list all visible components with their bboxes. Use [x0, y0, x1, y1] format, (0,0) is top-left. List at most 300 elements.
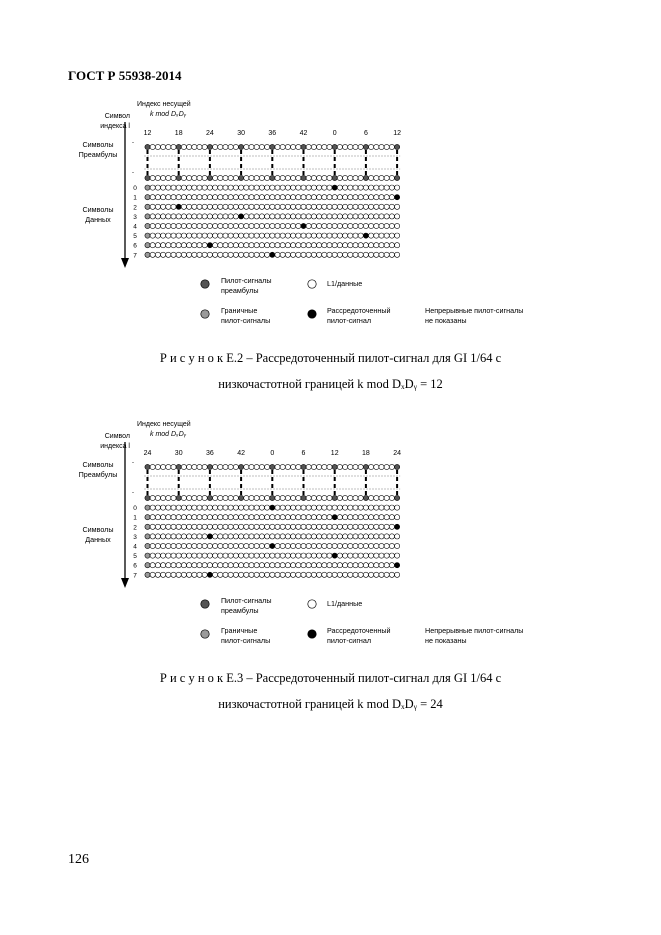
data-cell: [395, 252, 400, 257]
data-cell: [244, 534, 249, 539]
data-cell: [254, 495, 259, 500]
data-cell: [275, 214, 280, 219]
data-cell: [213, 505, 218, 510]
data-cell: [187, 195, 192, 200]
data-cell: [223, 524, 228, 529]
edge-pilot-cell: [145, 543, 150, 548]
data-cell: [155, 214, 160, 219]
data-cell: [192, 543, 197, 548]
data-cell: [181, 185, 186, 190]
data-cell: [197, 572, 202, 577]
data-cell: [155, 553, 160, 558]
row-label: 4: [133, 223, 137, 231]
data-cell: [327, 233, 332, 238]
data-cell: [301, 524, 306, 529]
data-cell: [265, 563, 270, 568]
data-cell: [181, 233, 186, 238]
data-cell: [181, 144, 186, 149]
data-cell: [187, 223, 192, 228]
data-cell: [171, 505, 176, 510]
data-cell: [389, 553, 394, 558]
data-cell: [395, 243, 400, 248]
data-cell: [249, 175, 254, 180]
data-cell: [389, 195, 394, 200]
data-cell: [332, 204, 337, 209]
data-cell: [395, 505, 400, 510]
data-cell: [155, 563, 160, 568]
data-cell: [301, 572, 306, 577]
data-cell: [171, 543, 176, 548]
data-cell: [150, 495, 155, 500]
carrier-label: 6: [301, 450, 306, 457]
data-cell: [285, 495, 290, 500]
preamble-pilot-cell: [145, 144, 150, 149]
data-cell: [306, 515, 311, 520]
data-cell: [296, 563, 301, 568]
data-cell: [166, 195, 171, 200]
data-cell: [379, 233, 384, 238]
data-cell: [213, 495, 218, 500]
data-cell: [395, 214, 400, 219]
data-cell: [202, 515, 207, 520]
preamble-symbols-label-2: Преамбулы: [78, 150, 118, 159]
data-cell: [270, 195, 275, 200]
data-cell: [374, 572, 379, 577]
data-cell: [192, 195, 197, 200]
scattered-pilot-cell: [207, 243, 212, 248]
data-cell: [166, 252, 171, 257]
data-cell: [317, 563, 322, 568]
data-cell: [327, 464, 332, 469]
data-cell: [187, 144, 192, 149]
data-cell: [389, 214, 394, 219]
data-cell: [296, 524, 301, 529]
data-cell: [358, 515, 363, 520]
data-cell: [379, 252, 384, 257]
data-cell: [379, 175, 384, 180]
data-cell: [379, 185, 384, 190]
data-cell: [301, 563, 306, 568]
data-cell: [270, 563, 275, 568]
data-cell: [192, 534, 197, 539]
data-cell: [265, 195, 270, 200]
data-cell: [202, 144, 207, 149]
data-symbols-label: Символы: [82, 525, 114, 534]
data-cell: [244, 243, 249, 248]
data-cell: [202, 543, 207, 548]
data-cell: [197, 195, 202, 200]
data-cell: [171, 185, 176, 190]
data-cell: [259, 464, 264, 469]
legend-data-text: L1/данные: [327, 279, 363, 288]
data-cell: [384, 185, 389, 190]
data-cell: [218, 505, 223, 510]
data-cell: [202, 572, 207, 577]
data-cell: [223, 505, 228, 510]
data-cell: [233, 204, 238, 209]
data-cell: [197, 534, 202, 539]
data-cell: [176, 534, 181, 539]
data-cell: [369, 195, 374, 200]
data-cell: [270, 223, 275, 228]
data-cell: [389, 144, 394, 149]
data-cell: [275, 495, 280, 500]
data-cell: [166, 534, 171, 539]
data-cell: [389, 252, 394, 257]
data-cell: [353, 572, 358, 577]
data-cell: [161, 223, 166, 228]
data-cell: [311, 223, 316, 228]
data-cell: [306, 534, 311, 539]
data-cell: [275, 233, 280, 238]
data-cell: [353, 175, 358, 180]
carrier-label: 18: [174, 130, 183, 137]
data-cell: [363, 185, 368, 190]
data-cell: [166, 572, 171, 577]
carrier-label: 0: [332, 130, 337, 137]
data-cell: [337, 534, 342, 539]
data-cell: [218, 495, 223, 500]
data-cell: [285, 543, 290, 548]
data-cell: [161, 515, 166, 520]
data-cell: [171, 464, 176, 469]
data-cell: [228, 553, 233, 558]
row-label: 0: [133, 185, 137, 193]
data-cell: [285, 204, 290, 209]
data-cell: [306, 572, 311, 577]
data-cell: [259, 563, 264, 568]
data-cell: [150, 144, 155, 149]
data-cell: [223, 572, 228, 577]
data-cell: [369, 175, 374, 180]
data-cell: [363, 534, 368, 539]
data-cell: [155, 572, 160, 577]
data-cell: [343, 252, 348, 257]
data-cell: [285, 214, 290, 219]
data-cell: [181, 572, 186, 577]
data-cell: [150, 524, 155, 529]
data-cell: [311, 515, 316, 520]
data-cell: [233, 543, 238, 548]
data-cell: [301, 195, 306, 200]
data-cell: [311, 195, 316, 200]
data-cell: [161, 495, 166, 500]
data-cell: [155, 195, 160, 200]
data-cell: [322, 214, 327, 219]
data-cell: [155, 464, 160, 469]
data-cell: [150, 185, 155, 190]
data-cell: [296, 243, 301, 248]
legend-preamble-text: Пилот-сигналы: [221, 596, 272, 605]
time-axis-arrowhead: [121, 258, 129, 268]
data-cell: [332, 563, 337, 568]
data-cell: [317, 252, 322, 257]
data-cell: [343, 464, 348, 469]
data-cell: [265, 515, 270, 520]
data-cell: [171, 563, 176, 568]
data-cell: [301, 214, 306, 219]
data-cell: [285, 144, 290, 149]
preamble-pilot-cell: [176, 495, 181, 500]
time-axis-arrowhead: [121, 578, 129, 588]
data-cell: [249, 243, 254, 248]
data-symbols-label-2: Данных: [85, 535, 111, 544]
data-cell: [358, 505, 363, 510]
data-cell: [395, 534, 400, 539]
row-label: 7: [133, 252, 137, 260]
legend-edge-text: Граничные: [221, 306, 258, 315]
data-cell: [337, 144, 342, 149]
data-cell: [389, 505, 394, 510]
data-cell: [150, 204, 155, 209]
edge-pilot-cell: [145, 195, 150, 200]
data-cell: [285, 505, 290, 510]
data-cell: [327, 505, 332, 510]
data-cell: [322, 495, 327, 500]
data-cell: [374, 252, 379, 257]
data-cell: [181, 223, 186, 228]
data-cell: [280, 252, 285, 257]
data-cell: [348, 495, 353, 500]
data-cell: [343, 185, 348, 190]
data-cell: [197, 505, 202, 510]
data-cell: [395, 515, 400, 520]
data-cell: [150, 464, 155, 469]
data-cell: [353, 515, 358, 520]
data-cell: [265, 553, 270, 558]
data-cell: [265, 543, 270, 548]
data-cell: [218, 252, 223, 257]
data-cell: [395, 185, 400, 190]
preamble-pilot-cell: [395, 175, 400, 180]
data-cell: [228, 563, 233, 568]
data-cell: [265, 572, 270, 577]
data-cell: [155, 515, 160, 520]
data-cell: [311, 464, 316, 469]
data-cell: [353, 543, 358, 548]
data-cell: [291, 243, 296, 248]
data-cell: [166, 185, 171, 190]
data-cell: [353, 505, 358, 510]
data-cell: [197, 175, 202, 180]
edge-pilot-cell: [145, 534, 150, 539]
data-cell: [244, 495, 249, 500]
data-cell: [395, 233, 400, 238]
data-cell: [187, 505, 192, 510]
data-cell: [311, 252, 316, 257]
data-cell: [363, 243, 368, 248]
data-cell: [353, 464, 358, 469]
data-cell: [233, 223, 238, 228]
data-cell: [192, 185, 197, 190]
data-cell: [197, 524, 202, 529]
data-cell: [374, 204, 379, 209]
data-cell: [343, 214, 348, 219]
data-cell: [384, 553, 389, 558]
data-cell: [197, 223, 202, 228]
data-cell: [150, 195, 155, 200]
data-cell: [259, 553, 264, 558]
preamble-pilot-cell: [395, 495, 400, 500]
data-cell: [197, 464, 202, 469]
data-cell: [337, 195, 342, 200]
data-cell: [280, 553, 285, 558]
data-cell: [265, 144, 270, 149]
data-cell: [332, 243, 337, 248]
data-cell: [270, 214, 275, 219]
data-cell: [150, 505, 155, 510]
data-cell: [327, 195, 332, 200]
data-cell: [150, 223, 155, 228]
data-cell: [337, 223, 342, 228]
data-cell: [306, 505, 311, 510]
data-cell: [239, 252, 244, 257]
data-cell: [166, 464, 171, 469]
data-cell: [197, 185, 202, 190]
preamble-pilot-cell: [270, 495, 275, 500]
data-cell: [223, 233, 228, 238]
carrier-label: 12: [330, 450, 339, 457]
caption-e2: [0, 348, 661, 394]
data-cell: [291, 495, 296, 500]
symbol-index-label-2: индекса l: [100, 123, 130, 130]
data-cell: [296, 505, 301, 510]
data-cell: [384, 515, 389, 520]
data-cell: [337, 243, 342, 248]
data-cell: [223, 144, 228, 149]
data-cell: [296, 175, 301, 180]
data-cell: [285, 175, 290, 180]
data-cell: [223, 553, 228, 558]
data-cell: [155, 223, 160, 228]
data-cell: [218, 175, 223, 180]
data-cell: [187, 543, 192, 548]
data-cell: [244, 505, 249, 510]
data-cell: [317, 572, 322, 577]
carrier-label: 24: [143, 450, 152, 457]
data-cell: [374, 553, 379, 558]
data-cell: [161, 543, 166, 548]
data-cell: [311, 505, 316, 510]
data-cell: [317, 185, 322, 190]
data-cell: [166, 233, 171, 238]
data-cell: [379, 515, 384, 520]
data-cell: [275, 252, 280, 257]
data-cell: [343, 175, 348, 180]
data-cell: [348, 243, 353, 248]
data-cell: [296, 252, 301, 257]
data-cell: [311, 543, 316, 548]
preamble-symbols-label-2: Преамбулы: [78, 470, 118, 479]
edge-pilot-cell: [145, 233, 150, 238]
data-cell: [218, 563, 223, 568]
data-cell: [161, 553, 166, 558]
data-cell: [332, 543, 337, 548]
data-cell: [213, 572, 218, 577]
data-cell: [166, 543, 171, 548]
data-cell: [280, 464, 285, 469]
data-cell: [233, 175, 238, 180]
data-cell: [166, 204, 171, 209]
data-cell: [213, 543, 218, 548]
legend-edge-text-2: пилот-сигналы: [221, 316, 271, 325]
data-cell: [337, 515, 342, 520]
data-cell: [280, 185, 285, 190]
data-cell: [311, 495, 316, 500]
data-cell: [218, 195, 223, 200]
data-cell: [176, 563, 181, 568]
data-cell: [311, 185, 316, 190]
data-cell: [301, 534, 306, 539]
data-cell: [291, 563, 296, 568]
data-cell: [369, 144, 374, 149]
data-cell: [259, 185, 264, 190]
row-label: 5: [133, 233, 137, 241]
data-cell: [249, 144, 254, 149]
data-cell: [233, 214, 238, 219]
data-cell: [280, 495, 285, 500]
row-label: 2: [133, 524, 137, 532]
legend-continual-text-2: не показаны: [425, 636, 467, 645]
data-cell: [244, 204, 249, 209]
data-cell: [259, 505, 264, 510]
data-cell: [358, 185, 363, 190]
data-cell: [363, 223, 368, 228]
data-cell: [358, 543, 363, 548]
data-cell: [259, 233, 264, 238]
data-cell: [306, 223, 311, 228]
data-cell: [155, 233, 160, 238]
edge-pilot-cell: [145, 524, 150, 529]
data-cell: [291, 204, 296, 209]
data-cell: [259, 195, 264, 200]
data-cell: [285, 464, 290, 469]
preamble-pilot-cell: [239, 464, 244, 469]
data-cell: [213, 515, 218, 520]
data-cell: [384, 524, 389, 529]
data-cell: [317, 204, 322, 209]
data-cell: [259, 243, 264, 248]
data-cell: [213, 464, 218, 469]
row-label: 3: [133, 213, 137, 221]
data-cell: [233, 233, 238, 238]
data-cell: [374, 464, 379, 469]
data-cell: [150, 243, 155, 248]
data-cell: [306, 495, 311, 500]
data-cell: [207, 185, 212, 190]
data-cell: [187, 464, 192, 469]
data-cell: [207, 553, 212, 558]
data-cell: [337, 553, 342, 558]
caption-e2-line1: Р и с у н о к Е.2 – Рассредоточенный пилот-сигнал для GI 1/64 с: [159, 351, 502, 365]
data-cell: [213, 243, 218, 248]
data-cell: [291, 464, 296, 469]
data-cell: [161, 233, 166, 238]
symbol-index-label: Символ: [104, 113, 130, 120]
data-cell: [348, 252, 353, 257]
data-cell: [374, 524, 379, 529]
data-cell: [155, 243, 160, 248]
data-cell: [322, 572, 327, 577]
data-cell: [358, 144, 363, 149]
preamble-pilot-cell: [363, 464, 368, 469]
data-cell: [155, 534, 160, 539]
document-header: ГОСТ Р 55938-2014: [68, 68, 182, 83]
data-cell: [218, 543, 223, 548]
data-cell: [181, 515, 186, 520]
data-cell: [348, 185, 353, 190]
data-cell: [317, 495, 322, 500]
